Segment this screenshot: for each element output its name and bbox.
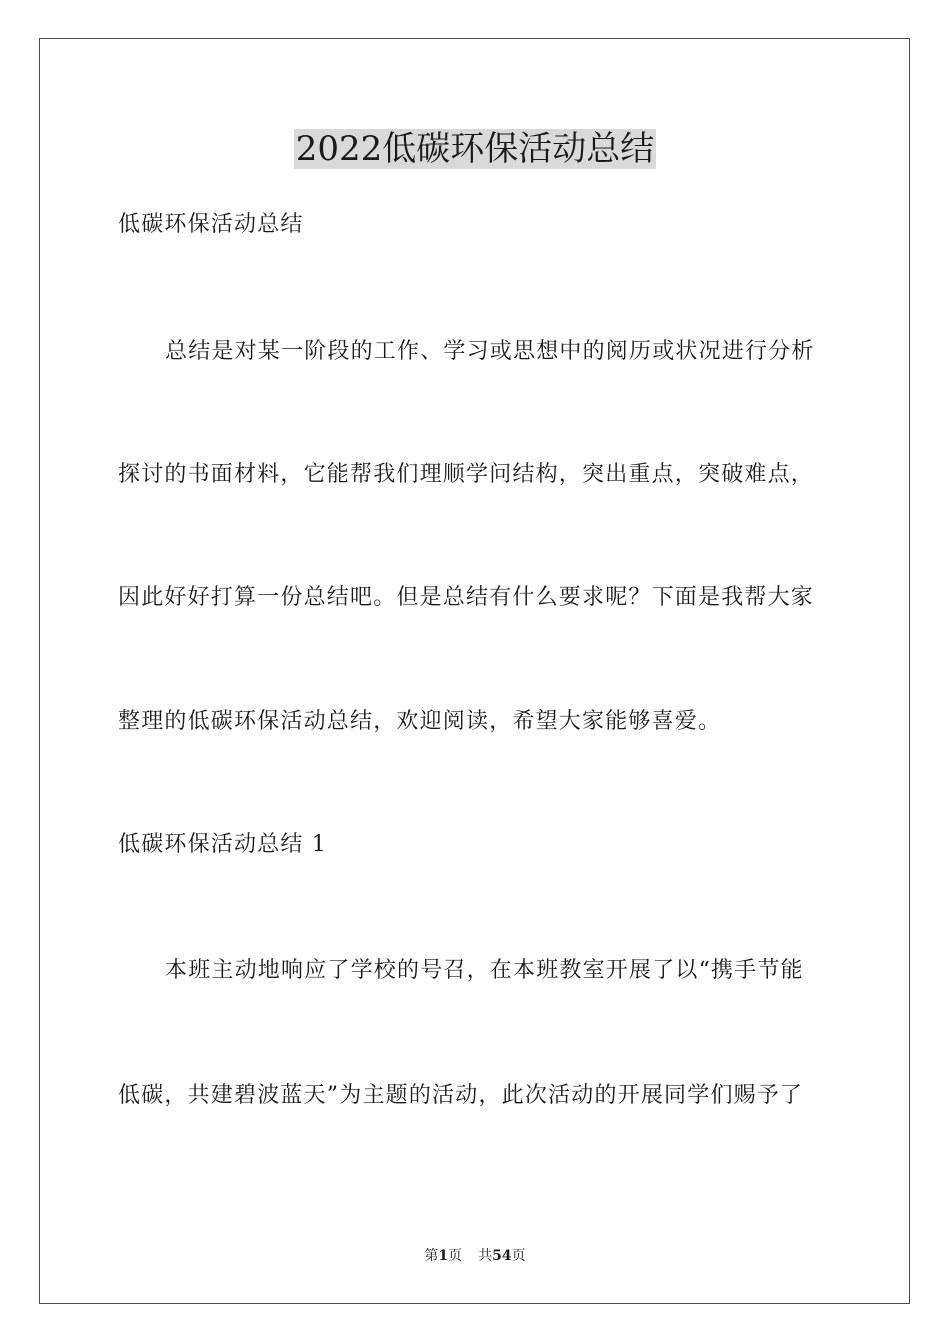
page-suffix: 页 <box>448 1248 463 1264</box>
page-number: 1 <box>438 1248 449 1264</box>
paragraph-line: 低碳，共建碧波蓝天”为主题的活动，此次活动的开展同学们赐予了 <box>118 1083 804 1108</box>
page-prefix: 第 <box>424 1248 439 1264</box>
paragraph-line: 因此好好打算一份总结吧。但是总结有什么要求呢？下面是我帮大家 <box>118 585 815 610</box>
paragraph-line: 探讨的书面材料，它能帮我们理顺学问结构，突出重点，突破难点， <box>118 462 815 487</box>
paragraph-line: 整理的低碳环保活动总结，欢迎阅读，希望大家能够喜爱。 <box>118 709 722 734</box>
paragraph-line: 本班主动地响应了学校的号召，在本班教室开展了以“携手节能 <box>165 958 804 983</box>
total-suffix: 页 <box>511 1248 526 1264</box>
paragraph-line: 总结是对某一阶段的工作、学习或思想中的阅历或状况进行分析 <box>165 339 815 364</box>
document-title-text: 2022低碳环保活动总结 <box>295 129 655 169</box>
document-title <box>0 128 950 170</box>
total-prefix: 共 <box>478 1248 493 1264</box>
page-footer <box>0 1247 950 1265</box>
section-heading: 低碳环保活动总结 <box>118 212 304 237</box>
section-heading: 低碳环保活动总结 1 <box>118 832 327 857</box>
total-pages: 54 <box>492 1248 512 1264</box>
